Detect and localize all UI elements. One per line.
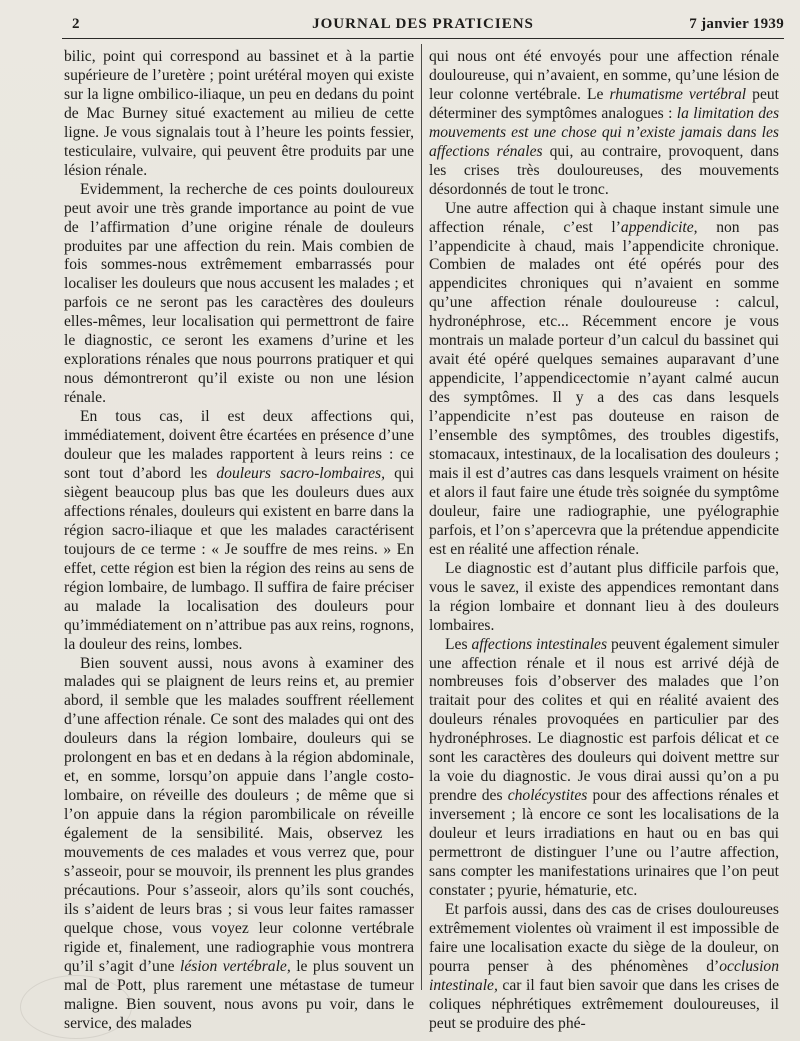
text-run: Evidemment, la recherche de ces points douloureux peut avoir une très grande importance au point de vue de l’affirmation d’une origine rénale de douleurs produites par une affection du rein. Mais combien de fois sommes-nous extrêmement embarrassés pour localiser les douleurs que nous accusent les malades ; et parfois ce ne seront pas les caractères des douleurs elles-mêmes, leur localisation qui permettront de faire le diagnostic, ce seront les examens d’urine et les explorations rénales que nous pourrons pratiquer et qui nous démontreront qu’il existe ou non une lésion rénale. [64,180,414,407]
paragraph [429,901,779,1034]
paragraph [429,48,779,200]
text-run: Une autre affection qui à chaque instant simule une affection rénale, c’est l’ [429,199,779,236]
text-run: En tous cas, il est deux affections qui, immédiatement, doivent être écartées en présence d’une douleur que les malades rapportent à leurs reins : ce sont tout d’abord les [64,408,414,482]
italic-term: affections intestinales [471,635,608,653]
italic-term: appendicite, [620,218,698,236]
running-header [62,14,784,36]
paragraph [429,200,779,560]
text-run: Bien souvent aussi, nous avons à examiner des malades qui se plaignent de leurs reins et, au premier abord, il semble que les malades souffrent réellement d’une affection rénale. Ce sont des malades qui ont des douleurs dans la région lombaire, douleurs qui se prolongent en bas et en dedans à la région abdominale, et, en somme, lorsqu’on appuie dans l’angle costo-lombaire, on réveille des douleurs ; de même que si l’on appuie dans la région parombilicale on réveille également de la sensibilité. Mais, observez les mouvements de ces malades et vous verrez que, pour s’asseoir, pour se mouvoir, ils prennent les plus grandes précautions. Pour s’asseoir, alors qu’ils sont couchés, ils s’aident de leurs bras ; si vous leur faites ramasser quelque chose, vous voyez leur colonne vertébrale rigide et, finalement, une radiographie vous montrera qu’il s’agit d’une [64,654,414,975]
text-run: qui siègent beaucoup plus bas que les douleurs dues aux affections rénales, douleurs qui existent en barre dans la région sacro-iliaque et que les malades caractérisent toujours de ce terme : « Je souffre de mes reins. » En effet, cette région est bien la région des reins au sens de région lombaire, de lumbago. Il suffira de faire préciser au malade la localisation des douleurs pour qu’immédiatement on n’attribue pas aux reins, rognons, la douleur des reins, lombes. [64,464,415,653]
paragraph [429,560,779,636]
text-run: Les [445,635,472,653]
paragraph [429,636,779,901]
italic-term: douleurs sacro-lombaires, [216,464,385,482]
italic-term: la limitation des mouvements est une chose qui n’existe jamais dans les affections rénales [429,104,780,160]
left-column [64,48,414,1034]
text-run: bilic, point qui correspond au bassinet et à la partie supérieure de l’uretère ; point urétéral moyen qui existe sur la ligne ombilico-iliaque, un peu en dedans du point de Mac Burney situé exactement au milieu de cette ligne. Je vous signalais tout à l’heure les points fessier, testiculaire, vulvaire, qui peuvent être produits par une lésion rénale. [64,48,414,179]
header-rule [62,38,784,39]
text-run: qui, au contraire, provoquent, dans les crises très douloureuses, des mouvements désordonnés de tout le tronc. [429,142,779,198]
column-divider [421,44,422,990]
paragraph [64,181,414,408]
paragraph [64,48,414,181]
journal-title: JOURNAL DES PRATICIENS [312,16,534,32]
italic-term: occlusion intestinale, [429,957,779,994]
italic-term: rhumatisme vertébral [609,85,747,103]
text-run: peuvent également simuler une affection rénale et il nous est arrivé déjà de nombreuses fois d’observer des malades que l’on traitait pour des colites et qui en réalité avaient des douleurs rénales provoquées en particulier par des hydronéphroses. Le diagnostic est parfois délicat et ce sont les caractères des douleurs qui doivent mettre sur la voie du diagnostic. Je vous dirai aussi qu’on a pu prendre des [429,635,780,805]
text-run: peut déterminer des symptômes analogues : [429,85,779,122]
text-run: pour des affections rénales et inversement ; là encore ce sont les localisations de la douleur et leurs irradiations en haut ou en bas qui permettront de distinguer l’une ou l’autre affection, sans compter les manifestations urinaires que l’on peut constater ; pyurie, hématurie, etc. [429,787,780,899]
text-run: qui nous ont été envoyés pour une affection rénale douloureuse, qui n’avaient, en somme, qu’une lésion de leur colonne vertébrale. Le [429,48,779,103]
issue-date: 7 janvier 1939 [689,16,784,32]
text-run: non pas l’appendicite à chaud, mais l’appendicite chronique. Combien de malades ont été opérés pour des appendicites chroniques qui n’avaient en somme qu’une affection rénale douloureuse : calcul, hydronéphrose, etc... Récemment encore je vous montrais un malade porteur d’un calcul du bassinet qui avait été opéré quelques semaines auparavant d’une appendicite, l’appendicectomie n’ayant calmé aucun des symptômes. Il y a des cas dans lesquels l’appendicite n’est pas douteuse en raison de l’ensemble des symptômes, des troubles digestifs, stomacaux, intestinaux, de la localisation des douleurs ; mais il est d’autres cas dans lesquels vraiment on hésite et alors il faut faire une étude très soignée du symptôme douleur, faire une radiographie, une pyélographie parfois, et l’on s’apercevra que la prétendue appendicite est en réalité une affection rénale. [429,218,779,558]
text-run: le plus souvent un mal de Pott, plus rarement une métastase de tumeur maligne. Bien souvent, nous avons pu voir, dans le service, des malades [64,957,414,1032]
italic-term: cholécystites [507,787,588,805]
right-column [429,48,779,1034]
paragraph [64,655,414,1034]
text-run: Et parfois aussi, dans des cas de crises douloureuses extrêmement violentes où vraiment il est impossible de faire une localisation exacte du siège de la douleur, on pourra penser à des phénomènes d’ [429,900,779,975]
text-run: Le diagnostic est d’autant plus difficile parfois que, vous le savez, il existe des appendices remontant dans la région lombaire et donnant lieu à des douleurs lombaires. [429,559,779,634]
page-number: 2 [72,16,80,32]
library-stamp [20,975,132,1039]
paragraph [64,408,414,654]
text-run: car il faut bien savoir que dans les crises de coliques néphrétiques extrêmement douloureuses, il peut se produire des phé- [429,976,779,1032]
italic-term: lésion vertébrale, [180,957,291,975]
